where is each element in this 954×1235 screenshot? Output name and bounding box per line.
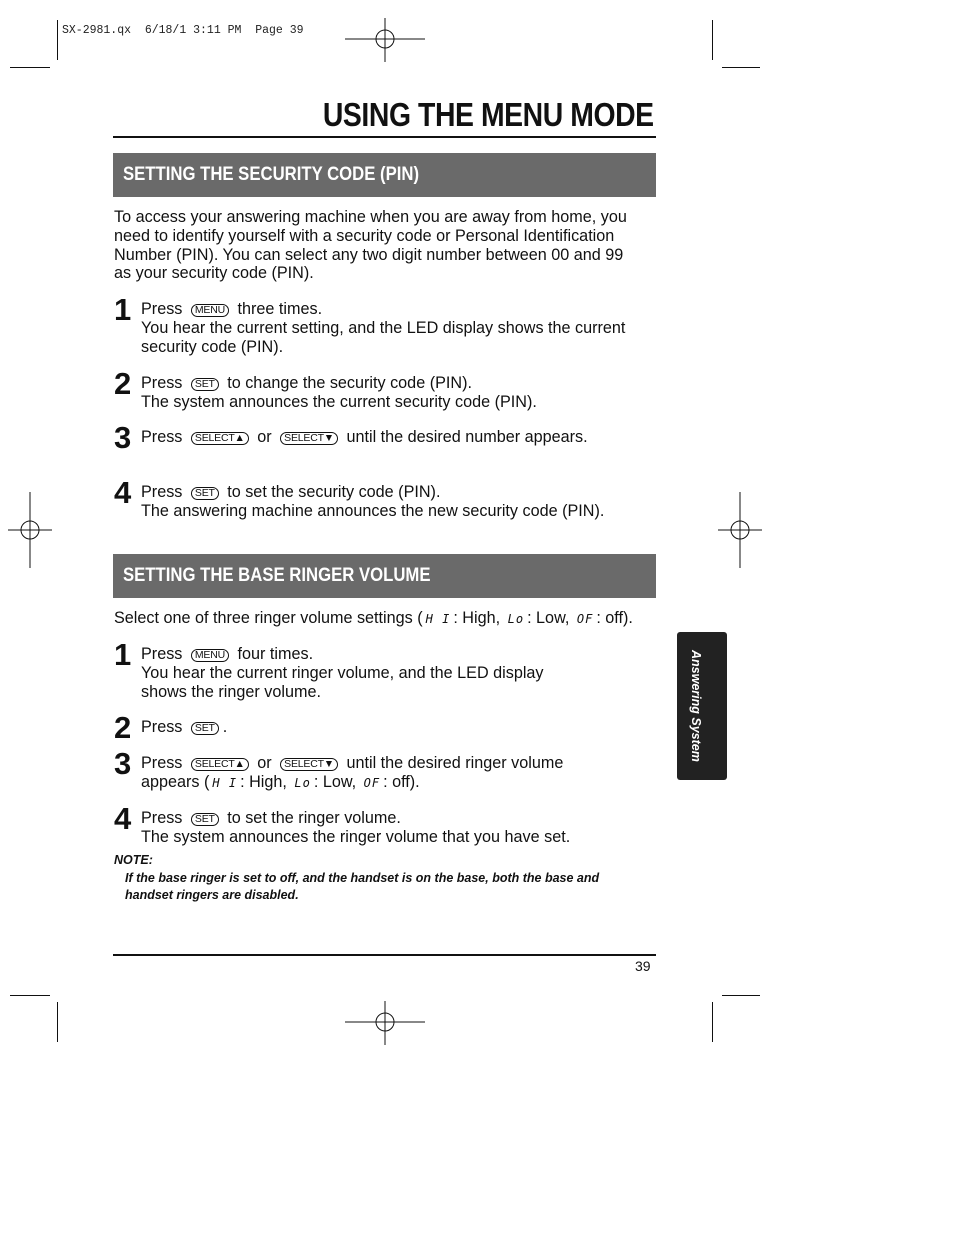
lcd-hi: H I [425, 612, 451, 626]
title-rule [113, 136, 656, 138]
section-heading-ringer [113, 554, 656, 598]
registration-mark-icon [718, 492, 762, 568]
note-label: NOTE: [114, 853, 153, 867]
step-number: 1 [114, 637, 132, 672]
lcd-lo: Lo [507, 612, 525, 626]
page-number: 39 [635, 958, 651, 974]
security-intro: To access your answering machine when you are away from home, you need to identify yourself with a security code or Personal Identification Number (PIN). You can select any two digit number between 00 and 99 as your security code (PIN). [114, 208, 627, 283]
step-number: 3 [114, 420, 132, 455]
crop-mark [10, 67, 50, 68]
step-text: Press SELECT▲ or SELECT▼ until the desired ringer volume appears ( H I : High, Lo : Low, OF : off). [141, 754, 564, 791]
crop-mark [722, 67, 760, 68]
crop-mark [712, 1002, 713, 1042]
select-down-key: SELECT▼ [280, 432, 338, 445]
menu-key: MENU [191, 649, 229, 662]
menu-key: MENU [191, 304, 229, 317]
side-tab-label: Answering System [689, 650, 703, 762]
lcd-hi: H I [212, 775, 238, 790]
registration-mark-icon [8, 492, 52, 568]
select-down-key: SELECT▼ [280, 758, 338, 771]
crop-mark [712, 20, 713, 60]
registration-mark-icon [345, 1001, 425, 1045]
step-text: Press SET to change the security code (PIN). The system announces the current security code (PIN). [141, 374, 537, 411]
step-text: Press SET to set the security code (PIN). The answering machine announces the new security code (PIN). [141, 483, 605, 520]
step-number: 3 [114, 746, 132, 781]
print-slug: SX-2981.qx 6/18/1 3:11 PM Page 39 [62, 24, 304, 37]
crop-mark [10, 995, 50, 996]
registration-mark-icon [345, 18, 425, 62]
step-text: Press SET . [141, 718, 228, 736]
lcd-lo: Lo [294, 775, 311, 790]
section-heading-security [113, 153, 656, 197]
note-text: If the base ringer is set to off, and the handset is on the base, both the base and handset ringers are disabled. [125, 871, 600, 902]
section-heading-text: SETTING THE SECURITY CODE (PIN) [123, 164, 420, 185]
step-text: Press MENU three times. You hear the current setting, and the LED display shows the current security code (PIN). [141, 300, 626, 356]
lcd-off: OF [576, 612, 594, 626]
side-tab [677, 632, 727, 780]
select-up-key: SELECT▲ [191, 432, 249, 445]
crop-mark [57, 20, 58, 60]
set-key: SET [191, 813, 219, 826]
section-heading-text: SETTING THE BASE RINGER VOLUME [123, 565, 431, 586]
step-text: Press MENU four times. You hear the current ringer volume, and the LED display shows the ringer volume. [141, 645, 544, 701]
ringer-intro: Select one of three ringer volume settings ( H I : High, Lo : Low, OF : off). [114, 609, 633, 627]
crop-mark [57, 1002, 58, 1042]
step-number: 1 [114, 292, 132, 327]
step-number: 2 [114, 366, 132, 401]
select-up-key: SELECT▲ [191, 758, 249, 771]
crop-mark [722, 995, 760, 996]
lcd-off: OF [363, 775, 381, 790]
step-number: 4 [114, 475, 132, 510]
set-key: SET [191, 722, 219, 735]
step-text: Press SELECT▲ or SELECT▼ until the desired number appears. [141, 428, 588, 446]
set-key: SET [191, 378, 219, 391]
step-number: 2 [114, 710, 132, 745]
step-number: 4 [114, 801, 132, 836]
page-title: USING THE MENU MODE [323, 96, 654, 133]
step-text: Press SET to set the ringer volume. The system announces the ringer volume that you have set. [141, 809, 571, 846]
set-key: SET [191, 487, 219, 500]
footer-rule [113, 954, 656, 956]
